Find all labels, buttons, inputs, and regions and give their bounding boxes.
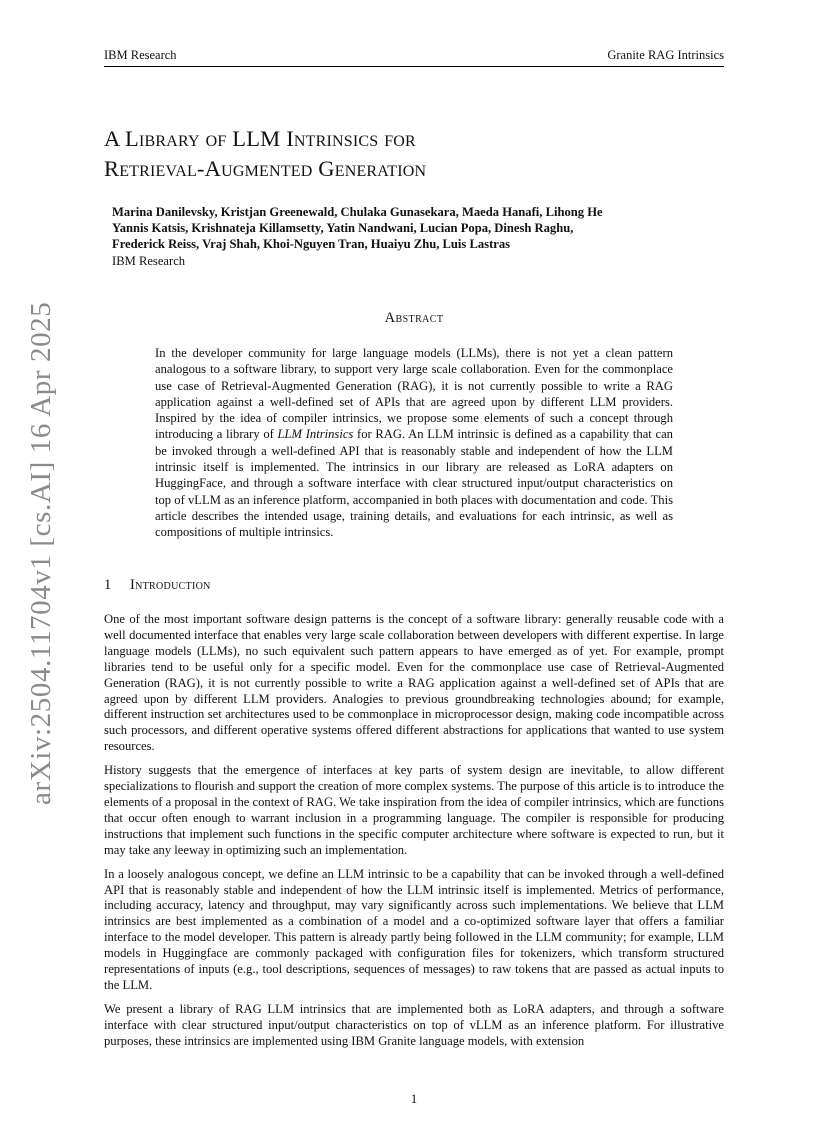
section-heading xyxy=(104,577,211,594)
arxiv-stamp: arXiv:2504.11704v1 [cs.AI] 16 Apr 2025 xyxy=(25,301,57,805)
paragraph: We present a library of RAG LLM intrinsics that are implemented both as LoRA adapters, and through a software interface with clear structured input/output characteristics on top of vLLM as an inference platform. For illustrative purposes, these intrinsics are implemented using IBM Granite language models, with extension xyxy=(104,1001,724,1048)
paper-title xyxy=(104,124,724,184)
header-right: Granite RAG Intrinsics xyxy=(607,48,724,62)
title-part: Retrieval-Augmented xyxy=(104,156,319,181)
title-line-1 xyxy=(104,124,724,154)
title-part: Intrinsics for xyxy=(286,126,416,151)
abstract-part: In the developer community for large language models (LLMs), there is not yet a clean pattern analogous to a software library, to support very large scale collaboration. Even for the commonplace use case of Retrieval-Augmented Generation (RAG), it is not currently possible to write a RAG application against a well-defined set of APIs that are agreed upon by different LLM providers. Inspired by the idea of compiler intrinsics, we propose some elements of such a concept through introducing a library of xyxy=(155,346,673,442)
abstract-heading: Abstract xyxy=(384,310,444,326)
abstract-part: for RAG. An LLM intrinsic is defined as a capability that can be invoked through a well-defined API that is reasonably stable and independent of how the LLM intrinsic itself is implemented. The intrinsics in our library are released as LoRA adapters on HuggingFace, and through a software interface with clear structured input/output characteristics on top of vLLM as an inference platform, accompanied in both places with documentation and code. This article describes the intended usage, training details, and evaluations for each intrinsic, as well as compositions of multiple intrinsics. xyxy=(155,427,673,540)
title-part: Library of xyxy=(125,126,227,151)
abstract-italic: LLM Intrinsics xyxy=(277,427,354,442)
header-rule xyxy=(104,66,724,67)
page-number: 1 xyxy=(410,1092,418,1106)
author-line: Yannis Katsis, Krishnateja Killamsetty, Yatin Nandwani, Lucian Popa, Dinesh Raghu, xyxy=(112,221,574,236)
title-part: LLM xyxy=(226,126,287,151)
title-line-2 xyxy=(104,154,724,184)
title-part: Generation xyxy=(318,156,427,181)
author-line: Frederick Reiss, Vraj Shah, Khoi-Nguyen Tran, Huaiyu Zhu, Luis Lastras xyxy=(112,237,511,252)
author-block xyxy=(112,204,712,269)
section-body xyxy=(104,612,724,1058)
title-part: A xyxy=(104,126,126,151)
section-number: 1 xyxy=(104,577,112,593)
section-title: Introduction xyxy=(130,577,211,593)
affiliation: IBM Research xyxy=(112,253,186,268)
paragraph: One of the most important software design patterns is the concept of a software library: generally reusable code with a well documented interface that enables very large scale collaboration between developers with different expertise. In large language models (LLMs), no such equivalent such pattern appears to have emerged as of yet. For example, prompt libraries tend to be useful only for a specific model. Even for the commonplace use case of Retrieval-Augmented Generation (RAG), it is not currently possible to write a RAG application against a well-defined set of APIs that are agreed upon by different LLM providers. Analogies to previous groundbreaking technologies abound; for example, different instruction set architectures used to be commonplace in microprocessor design, making code incompatible across such processors, and different operative systems offered different abstractions for applications that wanted to use system resources. xyxy=(104,612,724,754)
author-line: Marina Danilevsky, Kristjan Greenewald, Chulaka Gunasekara, Maeda Hanafi, Lihong He xyxy=(112,205,603,219)
abstract-text xyxy=(155,345,673,541)
paragraph: In a loosely analogous concept, we define an LLM intrinsic to be a capability that can be invoked through a well-defined API that is reasonably stable and independent of how the LLM intrinsic itself is implemented. Metrics of performance, including accuracy, latency and throughput, may vary significantly across such implementations. We believe that LLM intrinsics are best implemented as a combination of a model and a co-optimized software layer that offers a familiar interface to the model developer. This pattern is already partly being followed in the LLM community; for example, LLM models in Huggingface are commonly packaged with configuration files for tokenizers, which transform structured representations of inputs (e.g., tool descriptions, sequences of messages) to raw tokens that are passed as actual inputs to the LLM. xyxy=(104,866,724,992)
header-left: IBM Research xyxy=(104,48,177,62)
running-header xyxy=(104,48,724,63)
paragraph: History suggests that the emergence of interfaces at key parts of system design are inevitable, to allow different specializations to flourish and support the creation of more complex systems. The purpose of this article is to introduce the elements of a proposal in the context of RAG. We take inspiration from the idea of compiler intrinsics, which are functions that occur often enough to warrant inclusion in a programming language. The compiler is responsible for producing instructions that implement such functions in the specific computer architecture where software is expected to run, but it may take any leeway in optimizing such an implementation. xyxy=(104,763,724,857)
